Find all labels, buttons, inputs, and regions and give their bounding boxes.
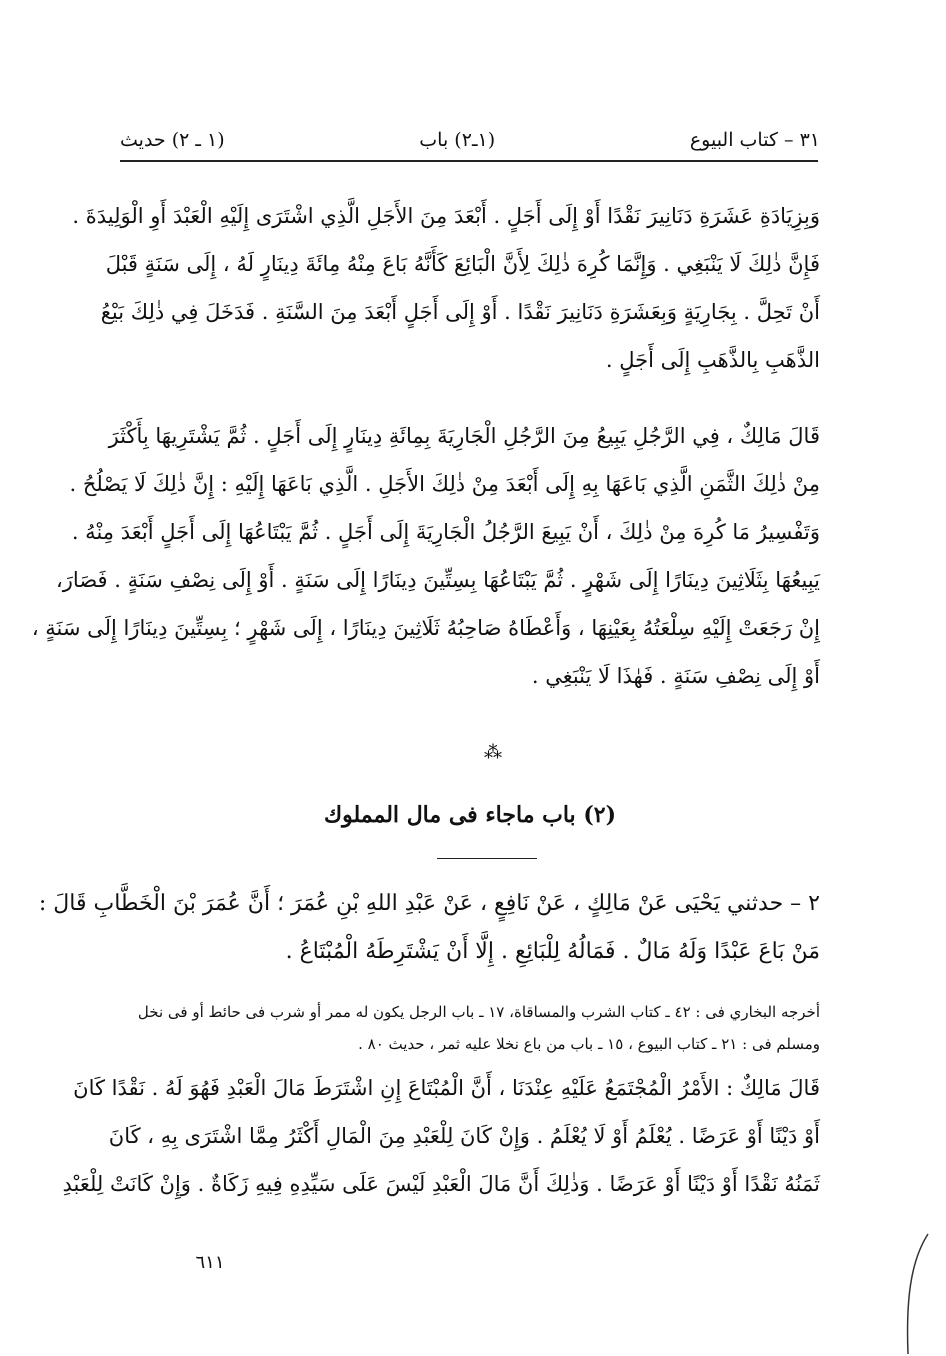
text-line: فَإِنَّ ذٰلِكَ لَا يَنْبَغِي . وَإِنَّمَا كُرِهَ ذٰلِكَ لِأَنَّ الْبَائِعَ كَأَنَّهُ بَاعَ مِنْهُ مِائَةَ دِينَارٍ لَهُ ، إِلَى سَنَةٍ قَبْلَ <box>105 252 820 276</box>
page-number: ٦١١ <box>195 1252 225 1273</box>
header-rule <box>120 160 818 162</box>
text-line: إِنْ رَجَعَتْ إِلَيْهِ سِلْعَتُهُ بِعَيْنِهَا ، وَأَعْطَاهُ صَاحِبُهُ ثَلَاثِينَ دِينَارًا ، إِلَى شَهْرٍ ؛ بِسِتِّينَ دِينَارًا إِلَى سَنَةٍ ، <box>31 616 820 640</box>
text-line: مَنْ بَاعَ عَبْدًا وَلَهُ مَالٌ . فَمَالُهُ لِلْبَائِعِ . إِلَّا أَنْ يَشْتَرِطَهُ الْمُبْتَاعُ . <box>285 939 820 964</box>
text-line: مِنْ ذٰلِكَ الثَّمَنِ الَّذِي بَاعَهَا بِهِ إِلَى أَبْعَدَ مِنْ ذٰلِكَ الأَجَلِ . الَّذِي بَاعَهَا إِلَيْهِ : إِنَّ ذٰلِكَ لَا يَصْلُحُ . <box>69 472 820 496</box>
text-line: الذَّهَبِ بِالذَّهَبِ إِلَى أَجَلٍ . <box>605 348 820 372</box>
header-chapter: ٣١ – كتاب البيوع <box>689 129 820 151</box>
footnote <box>120 996 820 1060</box>
text-line: وَبِزِيَادَةِ عَشَرَةِ دَنَانِيرَ نَقْدًا أَوْ إِلَى أَجَلٍ . أَبْعَدَ مِنَ الأَجَلِ الَّذِي اشْتَرَى إِلَيْهِ الْعَبْدَ أَوِ الْوَلِيدَةَ . <box>72 204 820 228</box>
header-section: (١ـ٢) باب <box>419 129 496 151</box>
footnote-line: أخرجه البخاري فى : ٤٢ ـ كتاب الشرب والمساقاة، ١٧ ـ باب الرجل يكون له ممر أو شرب فى حائط أو فى نخل <box>137 1003 820 1021</box>
text-line: يَبِيعُهَا بِثَلَاثِينَ دِينَارًا إِلَى شَهْرٍ . ثُمَّ يَبْتَاعُهَا بِسِتِّينَ دِينَارًا إِلَى سَنَةٍ . أَوْ إِلَى نِصْفِ سَنَةٍ . فَصَارَ، <box>56 568 820 592</box>
text-line: أَوْ إِلَى نِصْفِ سَنَةٍ . فَهٰذَا لَا يَنْبَغِي . <box>531 664 820 688</box>
header-hadith: (١ ـ ٢) حديث <box>120 129 225 151</box>
text-line: ٢ – حدثني يَحْيَى عَنْ مَالِكٍ ، عَنْ نَافِعٍ ، عَنْ عَبْدِ اللهِ بْنِ عُمَرَ ؛ أَنَّ عُمَرَ بْنَ الْخَطَّابِ قَالَ : <box>38 891 820 916</box>
page-edge-curve <box>900 1232 930 1356</box>
text-line: قَالَ مَالِكٌ : الأَمْرُ الْمُجْتَمَعُ عَلَيْهِ عِنْدَنَا ، أَنَّ الْمُبْتَاعَ إِنِ اشْتَرَطَ مَالَ الْعَبْدِ فَهُوَ لَهُ . نَقْدًا كَانَ <box>73 1076 820 1100</box>
hadith-paragraph <box>38 880 820 976</box>
text-line: وَتَفْسِيرُ مَا كُرِهَ مِنْ ذٰلِكَ ، أَنْ يَبِيعَ الرَّجُلُ الْجَارِيَةَ إِلَى أَجَلٍ . ثُمَّ يَبْتَاعُهَا إِلَى أَجَلٍ أَبْعَدَ مِنْهُ . <box>71 520 820 544</box>
chapter-title: (٢) باب ماجاء فى مال المملوك <box>324 802 616 828</box>
text-line: قَالَ مَالِكٌ ، فِي الرَّجُلِ يَبِيعُ مِنَ الرَّجُلِ الْجَارِيَةَ بِمِائَةِ دِينَارٍ إِلَى أَجَلٍ . ثُمَّ يَشْتَرِيهَا بِأَكْثَرَ <box>108 424 820 448</box>
paragraph-4 <box>62 1064 820 1208</box>
section-ornament: ⁂ <box>484 742 502 763</box>
paragraph-1 <box>72 192 820 384</box>
footnote-line: ومسلم فى : ٢١ ـ كتاب البيوع ، ١٥ ـ باب من باع نخلا عليه ثمر ، حديث ٨٠ . <box>358 1035 820 1053</box>
running-header <box>120 118 820 162</box>
text-line: ثَمَنُهُ نَقْدًا أَوْ دَيْنًا أَوْ عَرَضًا . وَذٰلِكَ أَنَّ مَالَ الْعَبْدِ لَيْسَ عَلَى سَيِّدِهِ فِيهِ زَكَاةٌ . وَإِنْ كَانَتْ لِلْعَبْدِ <box>62 1172 820 1196</box>
text-line: أَوْ دَيْنًا أَوْ عَرَضًا . يُعْلَمُ أَوْ لَا يُعْلَمُ . وَإِنْ كَانَ لِلْعَبْدِ مِنَ الْمَالِ أَكْثَرُ مِمَّا اشْتَرَى بِهِ ، كَانَ <box>108 1124 820 1148</box>
chapter-rule <box>437 858 537 859</box>
text-line: أَنْ تَحِلَّ . بِجَارِيَةٍ وَبِعَشَرَةِ دَنَانِيرَ نَقْدًا . أَوْ إِلَى أَجَلٍ أَبْعَدَ مِنَ السَّنَةِ . فَدَخَلَ فِي ذٰلِكَ بَيْعُ <box>100 300 820 324</box>
paragraph-2 <box>31 412 820 700</box>
